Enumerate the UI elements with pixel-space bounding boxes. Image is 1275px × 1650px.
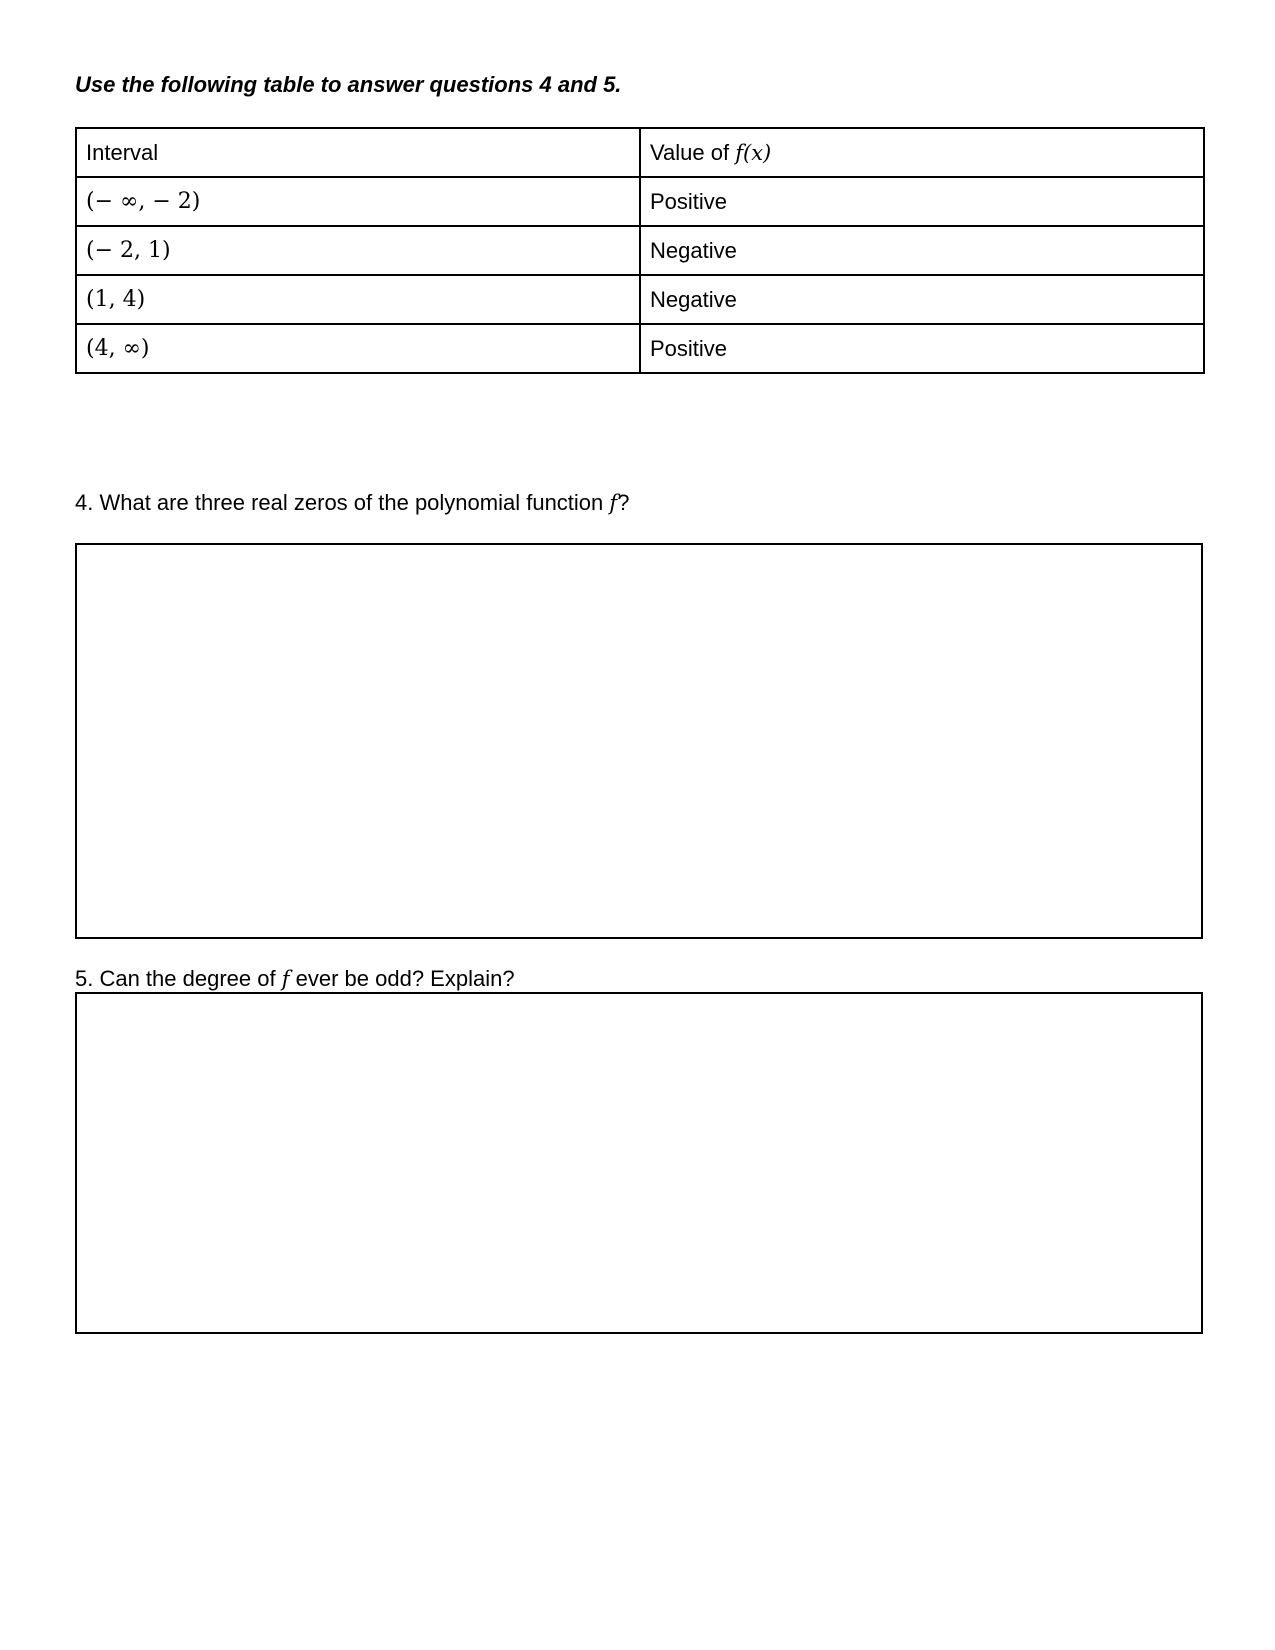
question-4-end: ? bbox=[617, 490, 630, 515]
table-row bbox=[76, 177, 1204, 226]
answer-box-question-4[interactable] bbox=[75, 543, 1203, 939]
header-value-prefix: Value of bbox=[650, 139, 730, 165]
answer-box-question-5[interactable] bbox=[75, 992, 1203, 1334]
interval-table bbox=[75, 127, 1205, 374]
question-5 bbox=[75, 966, 515, 992]
interval-cell: (4, ∞) bbox=[76, 324, 640, 373]
value-cell: Positive bbox=[640, 324, 1204, 373]
header-value bbox=[640, 128, 1204, 177]
question-4 bbox=[75, 490, 629, 516]
question-5-end: ever be odd? Explain? bbox=[295, 966, 515, 991]
interval-cell: (− ∞, − 2) bbox=[76, 177, 640, 226]
table-row bbox=[76, 275, 1204, 324]
interval-cell: (− 2, 1) bbox=[76, 226, 640, 275]
value-cell: Positive bbox=[640, 177, 1204, 226]
header-value-func: f(x) bbox=[735, 140, 772, 165]
question-5-func: f bbox=[281, 967, 290, 991]
table-header-row bbox=[76, 128, 1204, 177]
interval-cell: (1, 4) bbox=[76, 275, 640, 324]
value-cell: Negative bbox=[640, 275, 1204, 324]
value-cell: Negative bbox=[640, 226, 1204, 275]
question-4-func: f bbox=[609, 491, 618, 515]
header-interval: Interval bbox=[76, 128, 640, 177]
instruction-text: Use the following table to answer questions 4 and 5. bbox=[75, 72, 622, 97]
table-row bbox=[76, 324, 1204, 373]
table-row bbox=[76, 226, 1204, 275]
question-4-text: 4. What are three real zeros of the polynomial function bbox=[75, 490, 604, 515]
question-5-text: 5. Can the degree of bbox=[75, 966, 276, 991]
